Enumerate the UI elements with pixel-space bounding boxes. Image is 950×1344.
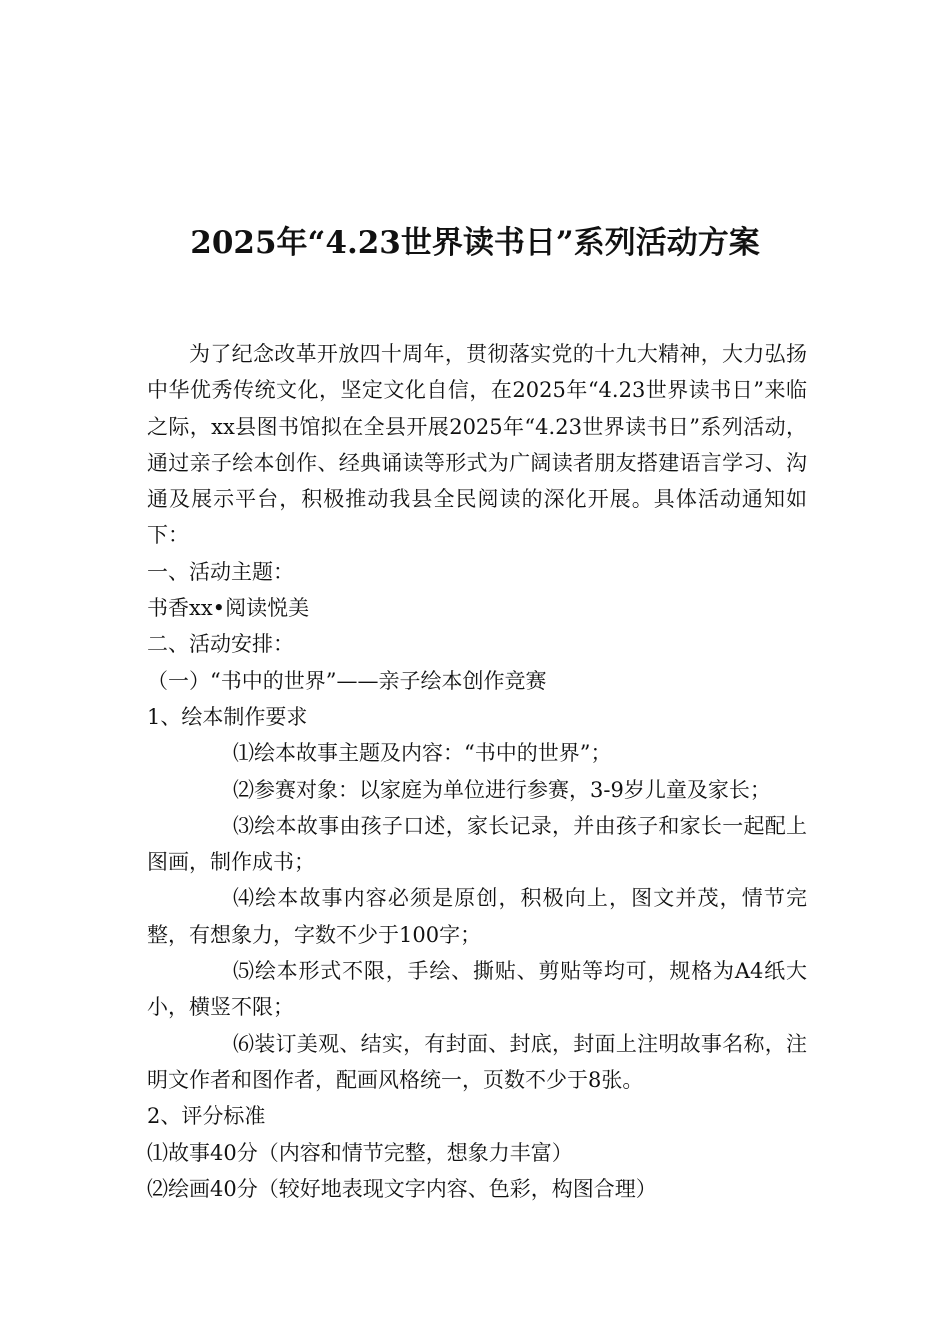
activity-theme: 书香xx•阅读悦美 — [147, 596, 310, 621]
requirements-heading: 1、绘本制作要求 — [147, 704, 308, 729]
requirement-item: ⑵参赛对象：以家庭为单位进行参赛，3-9岁儿童及家长； — [233, 777, 771, 802]
scoring-item: ⑴故事40分（内容和情节完整，想象力丰富） — [147, 1140, 573, 1165]
scoring-item: ⑵绘画40分（较好地表现文字内容、色彩，构图合理） — [147, 1176, 657, 1201]
subsection1-heading: （一）“书中的世界”——亲子绘本创作竞赛 — [147, 668, 547, 693]
document-body — [147, 336, 807, 1207]
requirement-item: ⑷绘本故事内容必须是原创，积极向上，图文并茂，情节完整，有想象力，字数不少于100字； — [147, 886, 807, 947]
requirement-item: ⑴绘本故事主题及内容：“书中的世界”； — [233, 741, 612, 766]
section1-heading: 一、活动主题： — [147, 559, 294, 584]
section2-heading: 二、活动安排： — [147, 632, 294, 657]
requirement-item: ⑹装订美观、结实，有封面、封底，封面上注明故事名称，注明文作者和图作者，配画风格统一，页数不少于8张。 — [147, 1031, 807, 1092]
intro-paragraph: 为了纪念改革开放四十周年，贯彻落实党的十九大精神，大力弘扬中华优秀传统文化，坚定文化自信，在2025年“4.23世界读书日”来临之际，xx县图书馆拟在全县开展2025年“4.23世界读书日”系列活动，通过亲子绘本创作、经典诵读等形式为广阔读者朋友搭建语言学习、沟通及展示平台，积极推动我县全民阅读的深化开展。具体活动通知如下： — [147, 342, 807, 548]
requirement-item: ⑸绘本形式不限，手绘、撕贴、剪贴等均可，规格为A4纸大小，横竖不限； — [147, 959, 807, 1020]
document-title: 2025年“4.23世界读书日”系列活动方案 — [190, 225, 760, 261]
requirement-item: ⑶绘本故事由孩子口述，家长记录，并由孩子和家长一起配上图画，制作成书； — [147, 813, 807, 875]
scoring-heading: 2、评分标准 — [147, 1104, 266, 1129]
